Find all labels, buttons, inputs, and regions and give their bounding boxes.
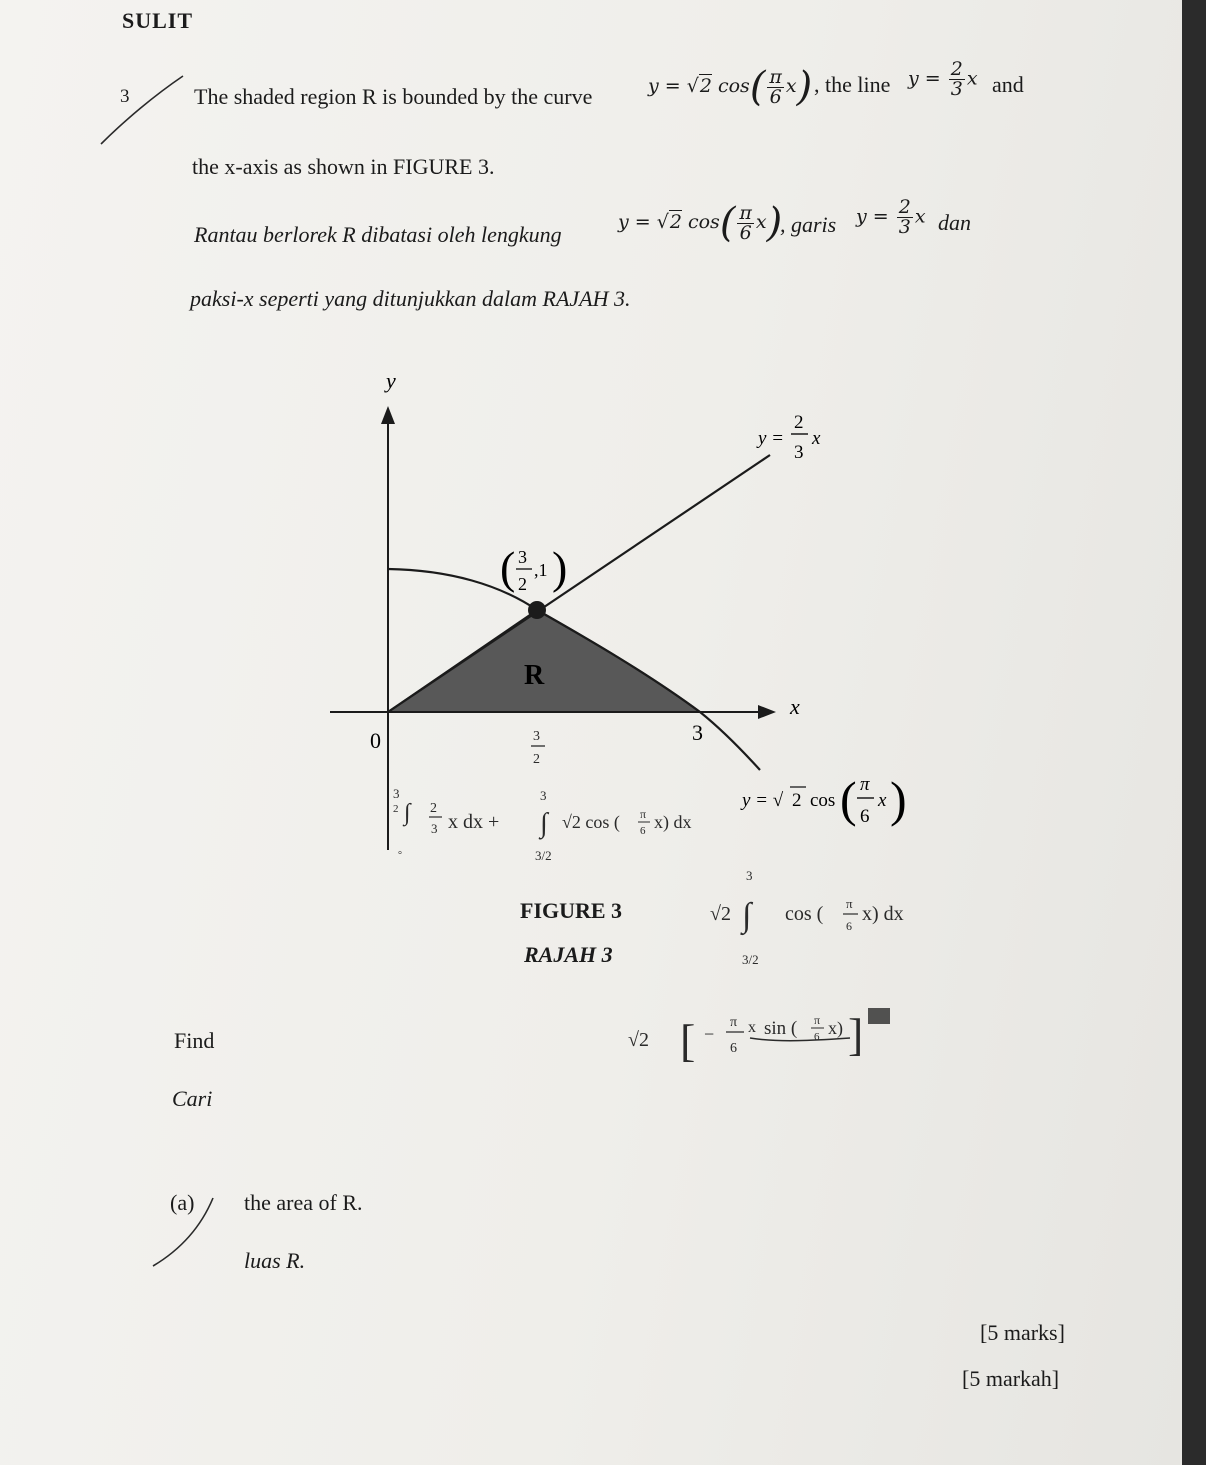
svg-text:y = √: y = √ — [742, 790, 784, 811]
figure-caption-ms: RAJAH 3 — [524, 942, 613, 967]
figure-caption-en: FIGURE 3 — [520, 898, 623, 923]
curve-equation-ms: y = √2 cos( $\frac{\pi}{6}$ x) — [618, 200, 783, 246]
svg-text:3: 3 — [393, 786, 400, 801]
intersection-point — [528, 601, 546, 619]
svg-text:√2 cos (: √2 cos ( — [562, 812, 620, 832]
svg-text:]: ] — [848, 1009, 864, 1060]
line-label — [756, 412, 821, 463]
part-a-label: (a) — [170, 1190, 195, 1215]
svg-text:6: 6 — [730, 1041, 737, 1056]
part-a-tick-mark — [145, 1192, 225, 1282]
svg-text:3/2: 3/2 — [535, 848, 552, 863]
svg-text:cos (: cos ( — [785, 903, 824, 925]
question-ms-dan: dan — [938, 210, 971, 235]
svg-text:π: π — [814, 1013, 821, 1027]
svg-text:2: 2 — [792, 790, 802, 811]
svg-text:,1: ,1 — [534, 560, 548, 580]
find-label-en: Find — [174, 1028, 215, 1053]
page-edge-shadow — [1182, 0, 1206, 1465]
svg-text:π: π — [846, 896, 853, 911]
svg-text:3: 3 — [794, 442, 804, 463]
question-en-text: The shaded region R is bounded by the curve — [194, 84, 593, 109]
line-equation-en: y = $\frac{2}{3}$ x — [908, 58, 978, 100]
question-number: 3 — [120, 86, 130, 107]
origin-label: 0 — [370, 728, 381, 753]
marks-en — [980, 1320, 1065, 1346]
point-label — [500, 542, 567, 594]
svg-text:π: π — [860, 774, 870, 795]
svg-text:6: 6 — [814, 1031, 820, 1043]
svg-text:3: 3 — [746, 868, 753, 883]
question-ms-line1: Rantau berlorek R dibatasi oleh lengkung — [194, 222, 562, 247]
svg-text:6: 6 — [846, 919, 852, 933]
svg-text:∫: ∫ — [742, 897, 752, 934]
handwritten-working — [628, 860, 980, 1070]
header-sulit: SULIT — [122, 8, 194, 33]
svg-text:(: ( — [840, 771, 857, 827]
x-axis-label: x — [790, 694, 800, 719]
svg-text:x) dx: x) dx — [654, 812, 692, 832]
svg-text:2: 2 — [393, 803, 399, 815]
svg-text:sin (: sin ( — [764, 1018, 798, 1039]
marks-ms-text: [5 markah] — [962, 1366, 1060, 1391]
svg-text:x): x) — [828, 1018, 843, 1038]
svg-text:∫: ∫ — [540, 808, 548, 839]
svg-text:6: 6 — [640, 825, 646, 837]
question-en-line2: the x-axis as shown in FIGURE 3. — [192, 154, 495, 179]
svg-text:∫: ∫ — [404, 800, 411, 826]
question-en-mid: , the line — [814, 72, 891, 97]
find-label-ms: Cari — [172, 1086, 213, 1111]
question-en-and: and — [992, 72, 1024, 97]
svg-text:π: π — [640, 807, 647, 821]
svg-text:x: x — [878, 790, 887, 811]
svg-text:6: 6 — [860, 806, 870, 827]
svg-text:x: x — [748, 1019, 756, 1036]
svg-text:): ) — [552, 542, 568, 593]
marks-ms — [962, 1366, 1059, 1392]
svg-text:3: 3 — [431, 821, 438, 836]
svg-text:x dx +: x dx + — [448, 811, 500, 833]
svg-text:3: 3 — [518, 547, 527, 567]
svg-text:[: [ — [680, 1015, 696, 1066]
question-ms-mid: , garis — [780, 212, 837, 237]
svg-text:°: ° — [398, 850, 402, 861]
part-a-text-ms: luas R. — [244, 1248, 306, 1273]
y-axis-arrow — [381, 406, 395, 424]
handwritten-three-halves — [531, 729, 545, 767]
x-tick-3-label: 3 — [692, 720, 703, 745]
svg-text:2: 2 — [430, 801, 437, 816]
svg-text:2: 2 — [794, 412, 804, 433]
region-r-label: R — [524, 660, 545, 691]
curve-equation-en: y = √2 cos( $\frac{\pi}{6}$ x) — [648, 64, 813, 110]
y-axis-label: y — [386, 368, 396, 393]
x-axis-arrow — [758, 705, 776, 719]
svg-text:x) dx: x) dx — [862, 903, 904, 925]
marks-en-text: [5 marks] — [980, 1320, 1065, 1345]
svg-text:3: 3 — [540, 788, 547, 803]
svg-text:2: 2 — [518, 574, 527, 594]
svg-text:): ) — [890, 771, 907, 827]
svg-text:−: − — [704, 1024, 715, 1044]
part-a-text-en: the area of R. — [244, 1190, 363, 1215]
svg-text:(: ( — [500, 542, 516, 593]
svg-text:x: x — [812, 428, 821, 449]
svg-text:3/2: 3/2 — [742, 952, 759, 967]
handwritten-integral-1 — [393, 786, 692, 863]
line-equation-ms: y = $\frac{2}{3}$ x — [856, 196, 926, 238]
svg-text:√2: √2 — [710, 903, 731, 925]
svg-text:3: 3 — [533, 729, 540, 744]
svg-text:π: π — [730, 1015, 738, 1030]
svg-text:cos: cos — [810, 790, 836, 811]
curve-label — [740, 771, 907, 827]
svg-text:2: 2 — [533, 752, 540, 767]
svg-text:√2: √2 — [628, 1029, 649, 1051]
question-ms-line2: paksi-x seperti yang ditunjukkan dalam RAJAH 3. — [190, 286, 631, 311]
svg-text:y =: y = — [758, 428, 785, 449]
